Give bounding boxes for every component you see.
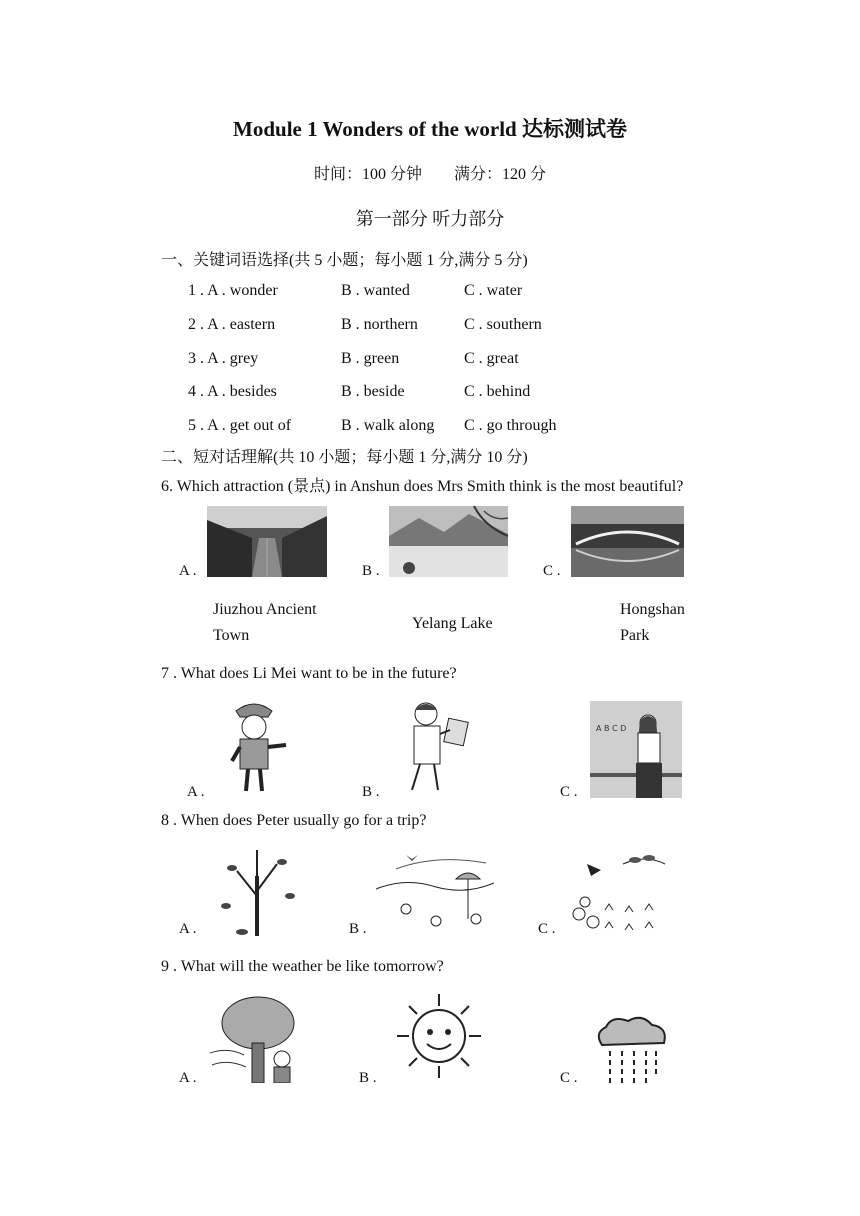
option-a: 3 . A . grey bbox=[188, 350, 259, 367]
exam-info bbox=[0, 161, 860, 184]
option-c-label: C . bbox=[543, 563, 561, 579]
windy-tree-drawing bbox=[208, 993, 298, 1083]
question-9: 9 . What will the weather be like tomorrow? bbox=[161, 958, 444, 975]
sunny-drawing bbox=[395, 992, 483, 1080]
option-a-label: A . bbox=[179, 921, 197, 937]
page-title: Module 1 Wonders of the world 达标测试卷 bbox=[233, 117, 627, 141]
option-c: C . go through bbox=[464, 417, 557, 434]
option-a-label: A . bbox=[187, 784, 205, 800]
option-a: 1 . A . wonder bbox=[188, 282, 278, 299]
rainy-cloud-drawing bbox=[590, 1013, 672, 1085]
option-c-label: C . bbox=[538, 921, 556, 937]
option-c: C . water bbox=[464, 282, 523, 299]
option-b-label: B . bbox=[359, 1070, 377, 1086]
option-b-label: B . bbox=[362, 563, 380, 579]
option-a: 2 . A . eastern bbox=[188, 316, 276, 333]
option-b: B . wanted bbox=[341, 282, 410, 299]
question-8: 8 . When does Peter usually go for a trip? bbox=[161, 812, 427, 829]
summer-beach-drawing bbox=[376, 849, 494, 933]
option-a-label: A . bbox=[179, 563, 197, 579]
teacher-drawing bbox=[590, 701, 682, 798]
option-c: C . behind bbox=[464, 383, 531, 400]
option-a-label: A . bbox=[179, 1070, 197, 1086]
question-6: 6. Which attraction (景点) in Anshun does Mrs Smith think is the most beautiful? bbox=[161, 478, 684, 495]
option-c: C . great bbox=[464, 350, 519, 367]
board-text: A B C D bbox=[596, 724, 627, 733]
option-c: C . southern bbox=[464, 316, 542, 333]
option-b: B . walk along bbox=[341, 417, 435, 434]
park-bridge-photo bbox=[571, 506, 684, 577]
caption-b: Yelang Lake bbox=[412, 615, 493, 632]
part-heading: 第一部分 听力部分 bbox=[355, 209, 505, 229]
full-score: 满分：120 分 bbox=[454, 166, 547, 183]
time-limit: 时间：100 分钟 bbox=[313, 166, 422, 183]
spring-flowers-drawing bbox=[565, 850, 669, 936]
question-7: 7 . What does Li Mei want to be in the future? bbox=[161, 665, 457, 682]
option-b: B . beside bbox=[341, 383, 405, 400]
section1-heading: 一、关键词语选择(共 5 小题；每小题 1 分,满分 5 分) bbox=[161, 252, 528, 269]
police-officer-drawing bbox=[216, 697, 293, 794]
option-b-label: B . bbox=[349, 921, 367, 937]
option-c-label: C . bbox=[560, 1070, 578, 1086]
lake-photo bbox=[389, 506, 508, 577]
option-b-label: B . bbox=[362, 784, 380, 800]
option-c-label: C . bbox=[560, 784, 578, 800]
autumn-tree-drawing bbox=[212, 846, 302, 936]
option-b: B . northern bbox=[341, 316, 418, 333]
doctor-drawing bbox=[402, 698, 472, 794]
option-a: 5 . A . get out of bbox=[188, 417, 292, 434]
ancient-town-photo bbox=[207, 506, 327, 577]
section2-heading: 二、短对话理解(共 10 小题；每小题 1 分,满分 10 分) bbox=[161, 449, 528, 466]
caption-a: Jiuzhou Ancient Town bbox=[213, 601, 317, 644]
option-a: 4 . A . besides bbox=[188, 383, 277, 400]
option-b: B . green bbox=[341, 350, 400, 367]
caption-c: Hongshan Park bbox=[620, 601, 685, 644]
